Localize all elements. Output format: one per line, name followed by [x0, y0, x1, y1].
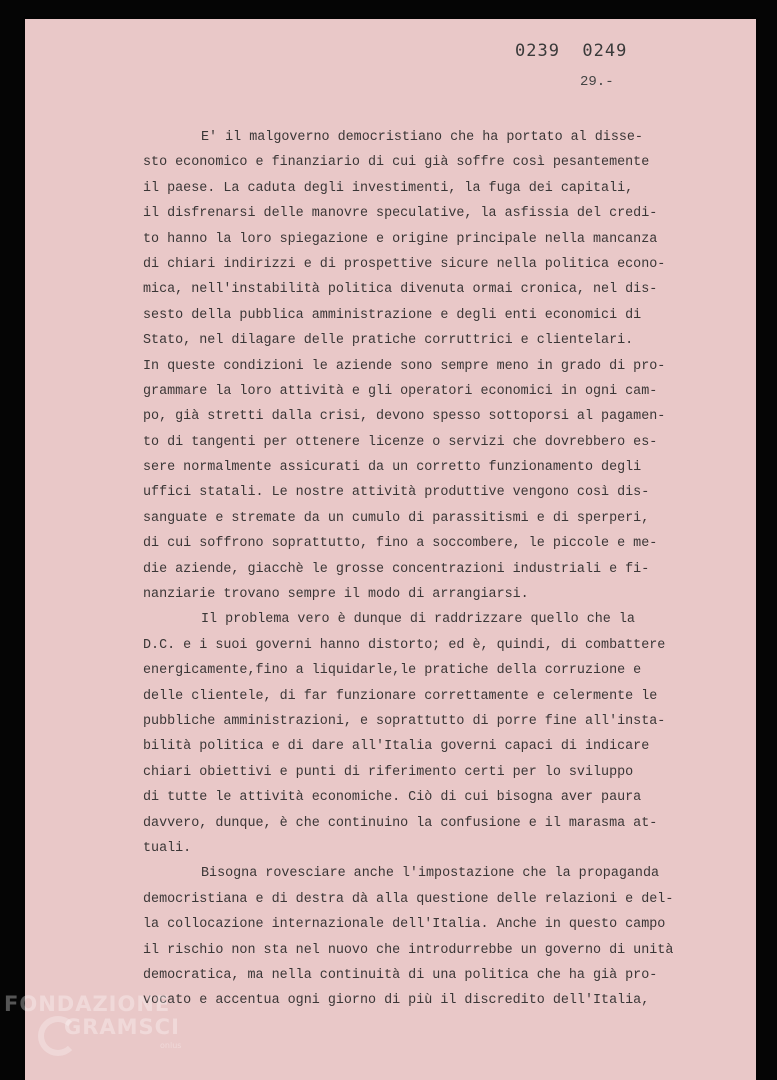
text-line: nanziarie trovano sempre il modo di arrangiarsi.	[143, 587, 529, 603]
fondazione-gramsci-watermark	[4, 994, 181, 1050]
text-line: to hanno la loro spiegazione e origine principale nella mancanza	[143, 231, 658, 247]
document-page	[25, 19, 756, 1080]
text-line: tuali.	[143, 840, 192, 856]
text-line: il disfrenarsi delle manovre speculative, la asfissia del credi-	[143, 206, 658, 222]
text-line: sere normalmente assicurati da un corretto funzionamento degli	[143, 460, 642, 476]
text-line: chiari obiettivi e punti di riferimento certi per lo sviluppo	[143, 764, 634, 780]
text-line: po, già stretti dalla crisi, devono spesso sottoporsi al pagamen-	[143, 409, 666, 425]
text-line: Stato, nel dilagare delle pratiche corruttrici e clientelari.	[143, 333, 634, 349]
text-line: D.C. e i suoi governi hanno distorto; ed è, quindi, di combattere	[143, 637, 666, 653]
page-number: 29.-	[580, 74, 614, 90]
text-line: die aziende, giacchè le grosse concentrazioni industriali e fi-	[143, 561, 650, 577]
text-line: In queste condizioni le aziende sono sempre meno in grado di pro-	[143, 358, 666, 374]
text-line: di tutte le attività economiche. Ciò di cui bisogna aver paura	[143, 790, 642, 806]
watermark-line-3: onlus	[160, 1041, 182, 1050]
text-line: uffici statali. Le nostre attività produttive vengono così dis-	[143, 485, 650, 501]
text-line: democratica, ma nella continuità di una politica che ha già pro-	[143, 967, 658, 983]
watermark-line-1: FONDAZIONE	[4, 992, 171, 1016]
text-line: di cui soffrono soprattutto, fino a soccombere, le piccole e me-	[143, 536, 658, 552]
text-line: sesto della pubblica amministrazione e degli enti economici di	[143, 307, 642, 323]
typewritten-body	[143, 125, 723, 1014]
text-line: delle clientele, di far funzionare correttamente e celermente le	[143, 688, 658, 704]
text-line: davvero, dunque, è che continuino la confusione e il marasma at-	[143, 815, 658, 831]
text-line: sto economico e finanziario di cui già soffre così pesantemente	[143, 155, 650, 171]
text-line: il paese. La caduta degli investimenti, la fuga dei capitali,	[143, 180, 634, 196]
text-line: di chiari indirizzi e di prospettive sicure nella politica econo-	[143, 256, 666, 272]
text-line: vocato e accentua ogni giorno di più il discredito dell'Italia,	[143, 993, 650, 1009]
text-line: to di tangenti per ottenere licenze o servizi che dovrebbero es-	[143, 434, 658, 450]
text-line: E' il malgoverno democristiano che ha portato al disse-	[201, 130, 643, 145]
text-line: la collocazione internazionale dell'Italia. Anche in questo campo	[143, 917, 666, 933]
text-line: grammare la loro attività e gli operatori economici in ogni cam-	[143, 383, 658, 399]
text-line: bilità politica e di dare all'Italia governi capaci di indicare	[143, 739, 650, 755]
text-line: pubbliche amministrazioni, e soprattutto di porre fine all'insta-	[143, 713, 666, 729]
text-line: democristiana e di destra dà alla questione delle relazioni e del-	[143, 891, 674, 907]
text-line: mica, nell'instabilità politica divenuta ormai cronica, nel dis-	[143, 282, 658, 298]
text-line: sanguate e stremate da un cumulo di parassitismi e di sperperi,	[143, 510, 650, 526]
text-line: il rischio non sta nel nuovo che introdurrebbe un governo di unità	[143, 942, 674, 958]
gramsci-logo-icon	[38, 1016, 78, 1056]
watermark-line-2: GRAMSCI	[64, 1015, 180, 1039]
text-line: Il problema vero è dunque di raddrizzare quello che la	[201, 612, 635, 628]
text-line: energicamente,fino a liquidarle,le pratiche della corruzione e	[143, 663, 642, 679]
text-line: Bisogna rovesciare anche l'impostazione che la propaganda	[201, 866, 660, 882]
archive-stamp: 0239 0249	[515, 41, 628, 61]
